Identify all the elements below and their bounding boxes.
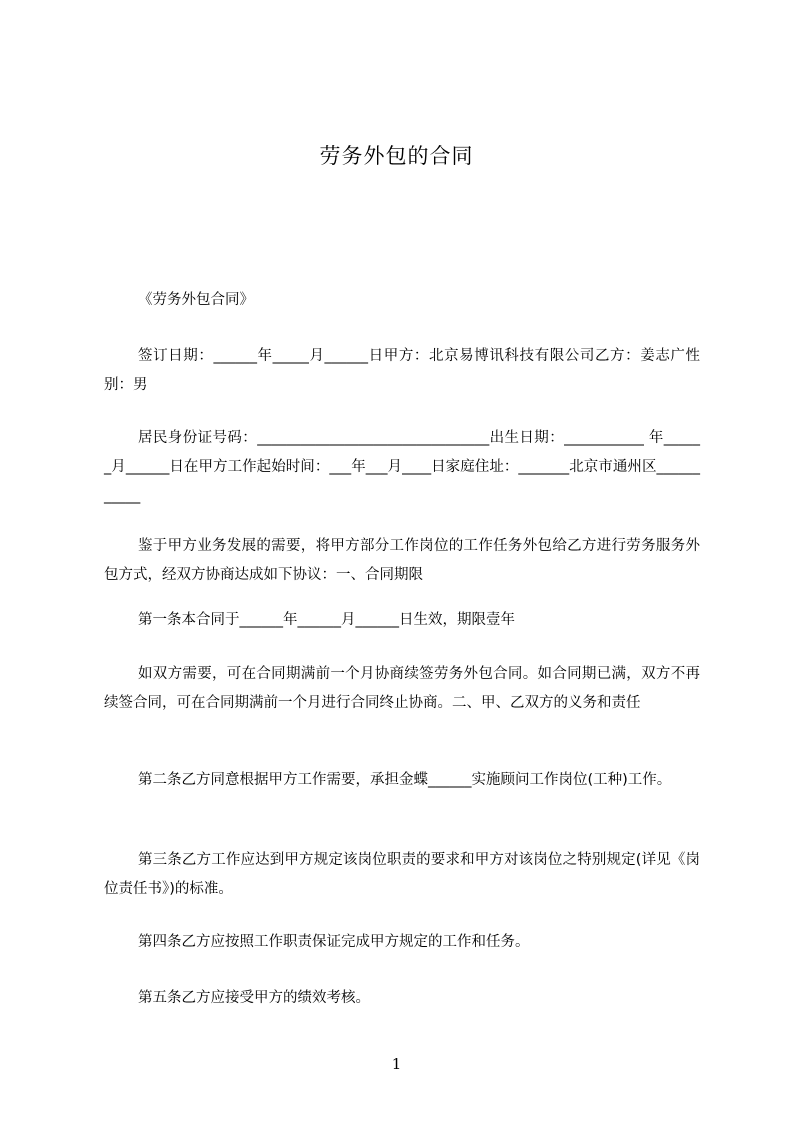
page-number: 1 [391, 1055, 402, 1073]
paragraph-article-2: 第二条乙方同意根据甲方工作需要，承担金蝶______实施顾问工作岗位(工种)工作。 [138, 772, 672, 788]
paragraph-personal-info: 居民身份证号码：________________________________出生日期：___________ 年______月______日在甲方工作起始时间：___年___月____日家庭住址：_______北京市通州区___________ [104, 430, 700, 504]
paragraph-article-4: 第四条乙方应按照工作职责保证完成甲方规定的工作和任务。 [138, 934, 530, 950]
paragraph-preamble: 鉴于甲方业务发展的需要，将甲方部分工作岗位的工作任务外包给乙方进行劳务服务外包方式，经双方协商达成如下协议：一、合同期限 [104, 538, 700, 583]
paragraph-article-1: 第一条本合同于______年______月______日生效，期限壹年 [138, 612, 515, 628]
document-title: 劳务外包的合同 [319, 144, 474, 168]
paragraph-renewal: 如双方需要，可在合同期满前一个月协商续签劳务外包合同。如合同期已满，双方不再续签合同，可在合同期满前一个月进行合同终止协商。二、甲、乙双方的义务和责任 [104, 666, 700, 711]
paragraph-contract-name: 《劳务外包合同》 [138, 292, 254, 308]
paragraph-article-5: 第五条乙方应接受甲方的绩效考核。 [138, 990, 370, 1006]
paragraph-signing-info: 签订日期：______年_____月______日甲方：北京易博讯科技有限公司乙方：姜志广性别：男 [104, 348, 700, 393]
paragraph-article-3: 第三条乙方工作应达到甲方规定该岗位职责的要求和甲方对该岗位之特别规定(详见《岗位责任书》)的标准。 [104, 852, 700, 897]
